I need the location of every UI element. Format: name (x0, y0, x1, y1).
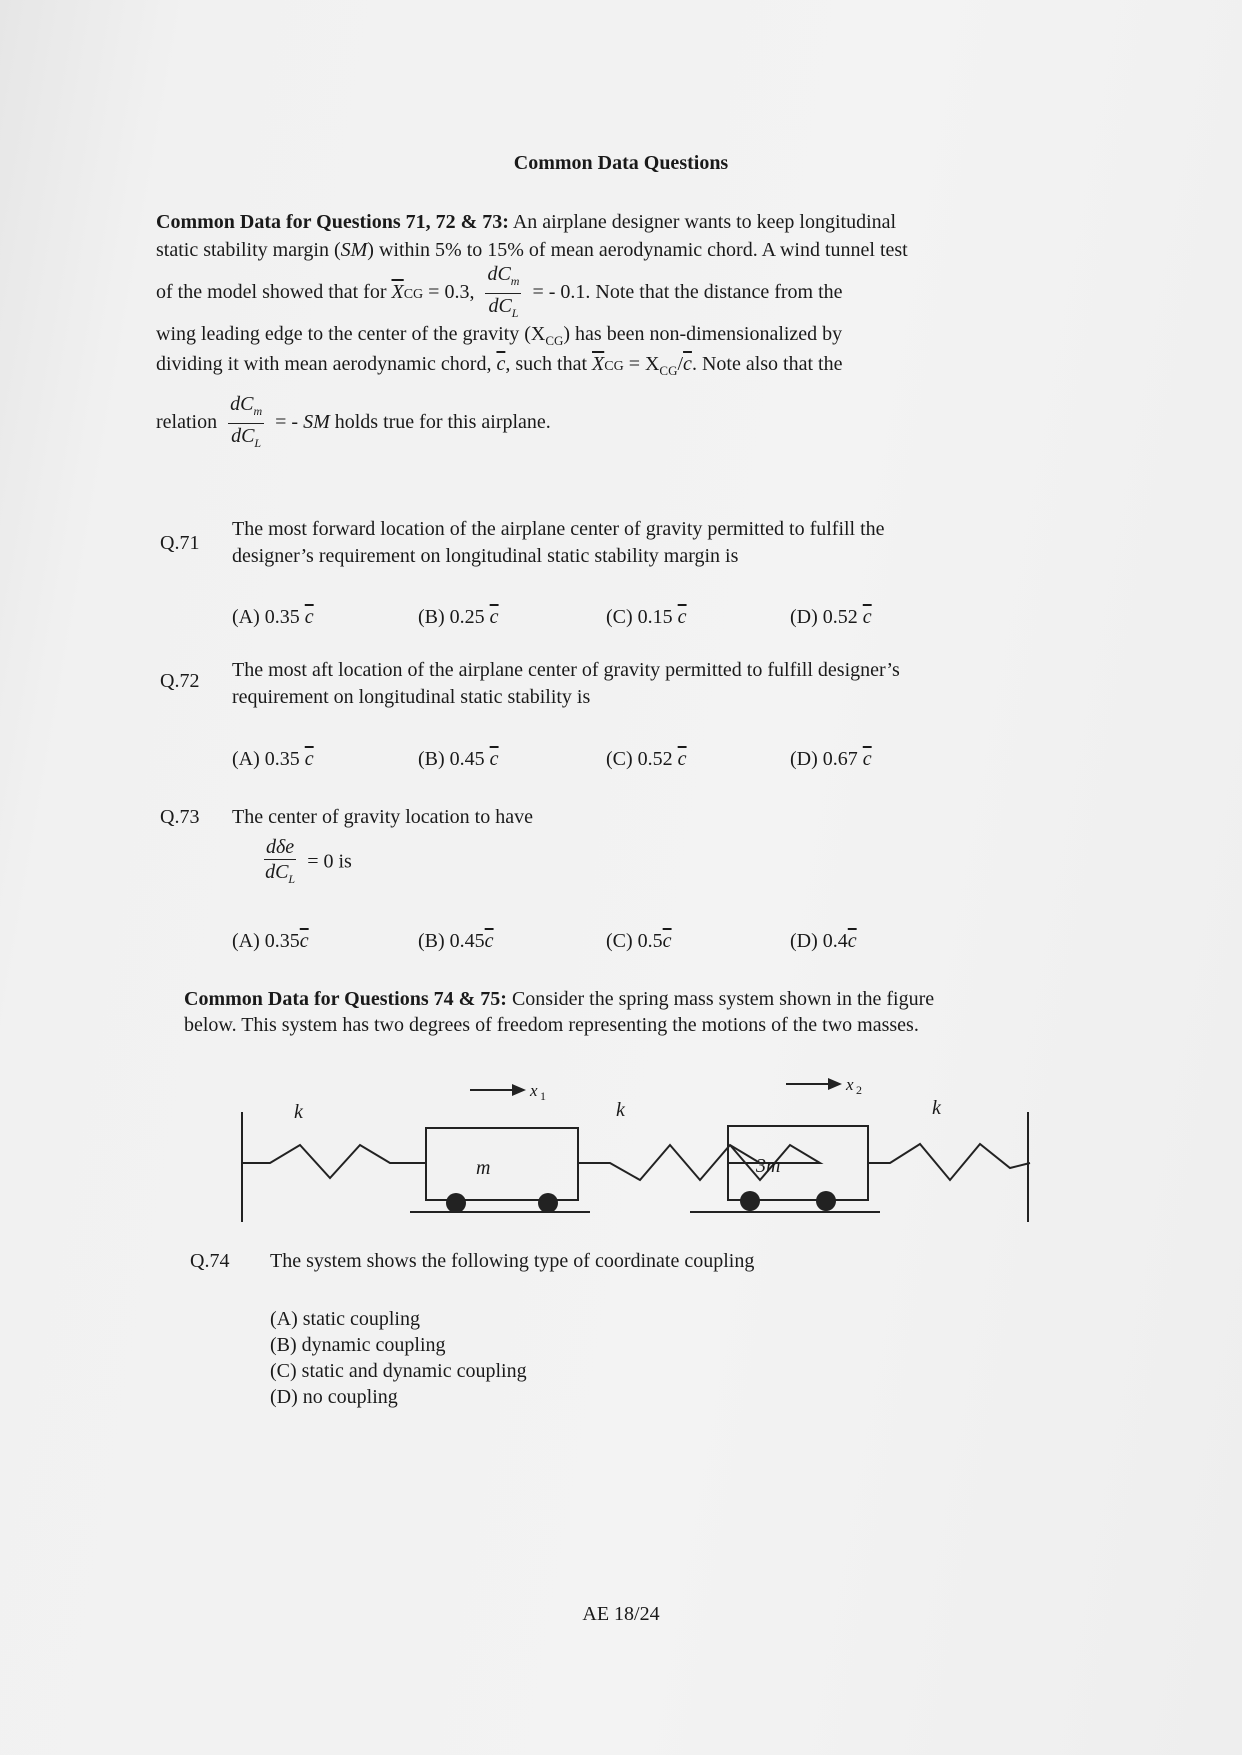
text-fragment: relation (156, 411, 218, 434)
c-bar-symbol: $\overline{c}$ (677, 606, 687, 628)
text-fragment: = X (628, 353, 660, 375)
fraction-denominator: dC (265, 861, 289, 883)
text-fragment: , such that (505, 353, 588, 375)
question-text: The center of gravity location to have (232, 806, 533, 828)
text-fragment: = - 0.1. Note that the distance from the (532, 281, 843, 304)
common-data-text: An airplane designer wants to keep longitudinal (512, 211, 897, 233)
common-data-71-73-line5: dividing it with mean aerodynamic chord, $\overline{c}$, such that $\overline{X}CG = X_{CG}/\overline{c}$. Note also that the (156, 353, 843, 378)
common-data-71-73-line2 (156, 236, 908, 264)
common-data-text: Consider the spring mass system shown in the figure (511, 988, 935, 1010)
c-bar-symbol: $\overline{c}$ (862, 606, 872, 628)
subscript: m (253, 404, 263, 418)
option-c[interactable]: (C) static and dynamic coupling (270, 1360, 527, 1382)
spring-right (868, 1144, 1030, 1180)
option-b[interactable]: (B) dynamic coupling (270, 1334, 446, 1356)
xcg-bar-symbol: $\overline{X}$ (592, 353, 605, 375)
option-a[interactable]: (A) static coupling (270, 1308, 420, 1330)
option-d[interactable]: (D) no coupling (270, 1386, 398, 1408)
x2-subscript: 2 (856, 1083, 862, 1097)
c-bar-symbol: $\overline{c}$ (484, 930, 494, 952)
option-a[interactable] (232, 606, 314, 629)
option-b[interactable] (418, 748, 499, 771)
xcg-bar-symbol: $\overline{X}$ (391, 281, 404, 304)
option-label: (D) 0.4 (790, 930, 848, 952)
option-b[interactable] (418, 606, 499, 629)
common-data-71-73-line3 (156, 262, 843, 325)
question-number: Q.74 (190, 1250, 230, 1272)
text-fragment: = - (275, 411, 299, 434)
option-label: (D) 0.52 (790, 606, 858, 628)
c-bar-symbol: $\overline{c}$ (662, 930, 672, 952)
fraction-numerator: dδe (266, 836, 295, 858)
spring-label-k-middle: k (616, 1099, 625, 1121)
text-fragment: dividing it with mean aerodynamic chord, (156, 353, 492, 375)
text-fragment: ) has been non-dimensionalized by (563, 323, 843, 345)
option-d[interactable] (790, 606, 872, 629)
xcg-subscript: CG (403, 287, 424, 303)
spring-mass-figure (230, 1070, 1050, 1230)
option-label: (D) 0.67 (790, 748, 858, 770)
option-label: (A) 0.35 (232, 606, 300, 628)
text-fragment: static stability margin ( (156, 239, 341, 261)
xcg-subscript: CG (604, 359, 624, 374)
subscript: L (254, 436, 262, 450)
sm-symbol: SM (303, 411, 330, 434)
option-label: (A) 0.35 (232, 748, 300, 770)
question-number: Q.71 (160, 532, 200, 554)
spring-label-k-left: k (294, 1101, 303, 1123)
question-number: Q.73 (160, 806, 200, 828)
mass-label-3m: 3m (756, 1155, 781, 1177)
common-data-74-75-line1 (184, 985, 934, 1013)
wheel (816, 1191, 836, 1211)
mass-label-m: m (476, 1157, 491, 1179)
text-fragment: = 0.3, (428, 281, 475, 304)
option-label: (B) 0.45 (418, 930, 485, 952)
text-fragment: wing leading edge to the center of the gravity (X (156, 323, 546, 345)
option-label: (B) 0.45 (418, 748, 485, 770)
question-text: The most forward location of the airplane center of gravity permitted to fulfill the designer’s requirement on longitudinal static stability margin is (232, 518, 885, 567)
option-c[interactable] (606, 748, 687, 771)
option-c[interactable] (606, 606, 687, 629)
x2-label: x (846, 1075, 854, 1094)
mass-m-block (426, 1128, 578, 1200)
c-bar-symbol: $\overline{c}$ (304, 748, 314, 770)
option-label: (C) 0.52 (606, 748, 673, 770)
question-text: The most aft location of the airplane center of gravity permitted to fulfill designer’s requirement on longitudinal static stability is (232, 659, 900, 708)
subscript: L (511, 306, 519, 320)
page-footer: AE 18/24 (582, 1603, 660, 1625)
text-fragment: holds true for this airplane. (334, 411, 551, 434)
fraction-denominator: dC (231, 425, 255, 447)
common-data-71-73-line1 (156, 208, 896, 236)
fraction-numerator: dC (487, 263, 511, 285)
text-fragment: = 0 is (307, 850, 352, 873)
question-text: The system shows the following type of coordinate coupling (270, 1250, 755, 1272)
c-bar-symbol: $\overline{c}$ (489, 606, 499, 628)
c-bar-symbol: $\overline{c}$ (847, 930, 857, 952)
c-bar-symbol: $\overline{c}$ (489, 748, 499, 770)
wheel (538, 1193, 558, 1213)
question-number: Q.72 (160, 670, 200, 692)
subscript: L (288, 872, 296, 886)
option-c[interactable] (606, 930, 672, 953)
common-data-71-73-line6 (156, 392, 551, 455)
c-bar-symbol: $\overline{c}$ (862, 748, 872, 770)
common-data-heading: Common Data for Questions 74 & 75: (184, 988, 507, 1010)
c-bar-symbol: $\overline{c}$ (677, 748, 687, 770)
dcm-dcl-fraction (485, 262, 521, 325)
option-d[interactable] (790, 930, 857, 953)
text-fragment: . Note also that the (691, 353, 843, 375)
subscript: CG (545, 333, 564, 348)
fraction-denominator: dC (488, 295, 512, 317)
c-bar-symbol: $\overline{c}$ (299, 930, 309, 952)
common-data-heading: Common Data for Questions 71, 72 & 73: (156, 211, 509, 233)
wheel (446, 1193, 466, 1213)
subscript: m (510, 274, 520, 288)
dcm-dcl-fraction (228, 392, 264, 455)
option-a[interactable] (232, 930, 309, 953)
c-bar-symbol: $\overline{c}$ (683, 353, 692, 375)
option-b[interactable] (418, 930, 494, 953)
d-delta-e-fraction (264, 835, 296, 891)
option-a[interactable] (232, 748, 314, 771)
option-label: (A) 0.35 (232, 930, 300, 952)
x1-subscript: 1 (540, 1089, 546, 1103)
option-label: (B) 0.25 (418, 606, 485, 628)
section-title: Common Data Questions (513, 152, 729, 174)
option-label: (C) 0.5 (606, 930, 663, 952)
c-bar-symbol: $\overline{c}$ (304, 606, 314, 628)
option-label: (C) 0.15 (606, 606, 673, 628)
sm-symbol: SM (340, 239, 368, 261)
common-data-74-75-line2: below. This system has two degrees of freedom representing the motions of the two masses. (184, 1014, 919, 1036)
text-fragment: of the model showed that for (156, 281, 387, 304)
wheel (740, 1191, 760, 1211)
option-d[interactable] (790, 748, 872, 771)
d-delta-e-expression (264, 835, 352, 891)
fraction-numerator: dC (230, 393, 254, 415)
x1-label: x (530, 1081, 538, 1100)
text-fragment: ) within 5% to 15% of mean aerodynamic chord. A wind tunnel test (367, 239, 908, 261)
spring-label-k-right: k (932, 1097, 941, 1119)
subscript: CG (659, 363, 678, 378)
c-bar-symbol: $\overline{c}$ (496, 353, 506, 375)
spring-left (242, 1145, 426, 1178)
